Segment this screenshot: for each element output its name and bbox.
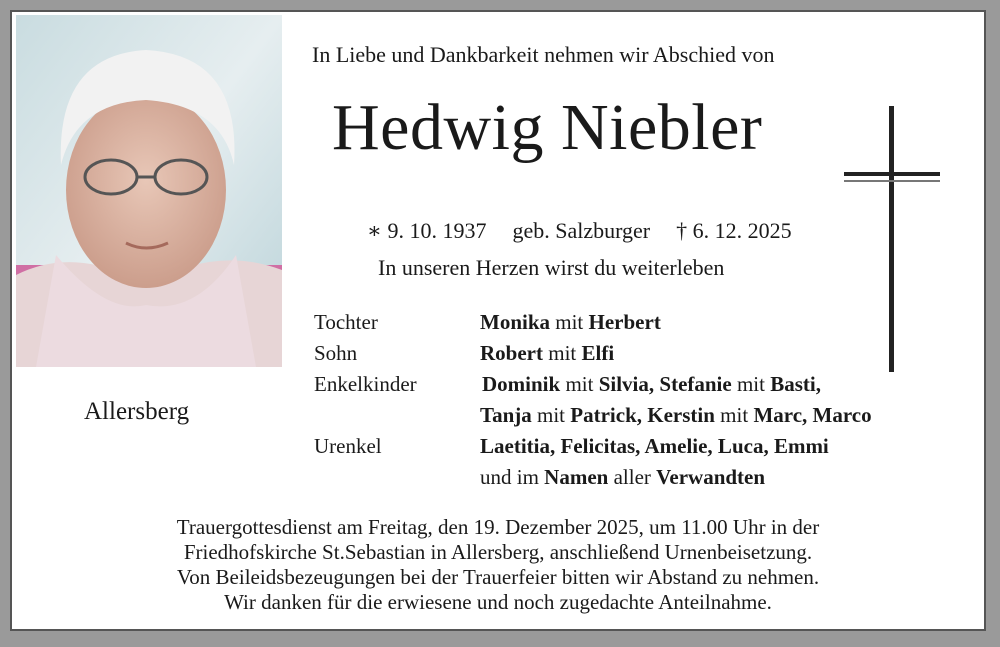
deceased-name: Hedwig Niebler — [332, 91, 763, 164]
intro-text: In Liebe und Dankbarkeit nehmen wir Abschied von — [312, 42, 775, 67]
role-label: Tochter — [314, 310, 378, 334]
members: Dominik mit Silvia, Stefanie mit Basti, — [482, 372, 821, 396]
role-label: Urenkel — [314, 434, 382, 458]
portrait-image — [16, 15, 282, 367]
place-of-residence: Allersberg — [84, 398, 190, 425]
maiden-name: geb. Salzburger — [512, 218, 651, 243]
footer-line: Von Beileidsbezeugungen bei der Trauerfeier bitten wir Abstand zu nehmen. — [176, 565, 820, 589]
portrait-photo — [16, 15, 282, 367]
motto: In unseren Herzen wirst du weiterleben — [378, 255, 725, 280]
footer-line: Friedhofskirche St.Sebastian in Allersberg, anschließend Urnenbeisetzung. — [183, 540, 813, 564]
birth-date: ∗ 9. 10. 1937 — [367, 218, 487, 243]
members: und im Namen aller Verwandten — [480, 465, 766, 489]
footer-line: Trauergottesdienst am Freitag, den 19. Dezember 2025, um 11.00 Uhr in der — [176, 515, 820, 539]
role-label: Enkelkinder — [314, 372, 417, 396]
members: Laetitia, Felicitas, Amelie, Luca, Emmi — [480, 434, 829, 458]
cross-icon — [844, 106, 940, 377]
members: Monika mit Herbert — [480, 310, 661, 334]
role-label: Sohn — [314, 341, 358, 365]
members: Tanja mit Patrick, Kerstin mit Marc, Marco — [480, 403, 872, 427]
death-date: † 6. 12. 2025 — [676, 218, 792, 243]
footer-line: Wir danken für die erwiesene und noch zugedachte Anteilnahme. — [224, 590, 772, 614]
service-information — [12, 515, 984, 615]
members: Robert mit Elfi — [480, 341, 615, 365]
obituary-card — [10, 10, 986, 631]
